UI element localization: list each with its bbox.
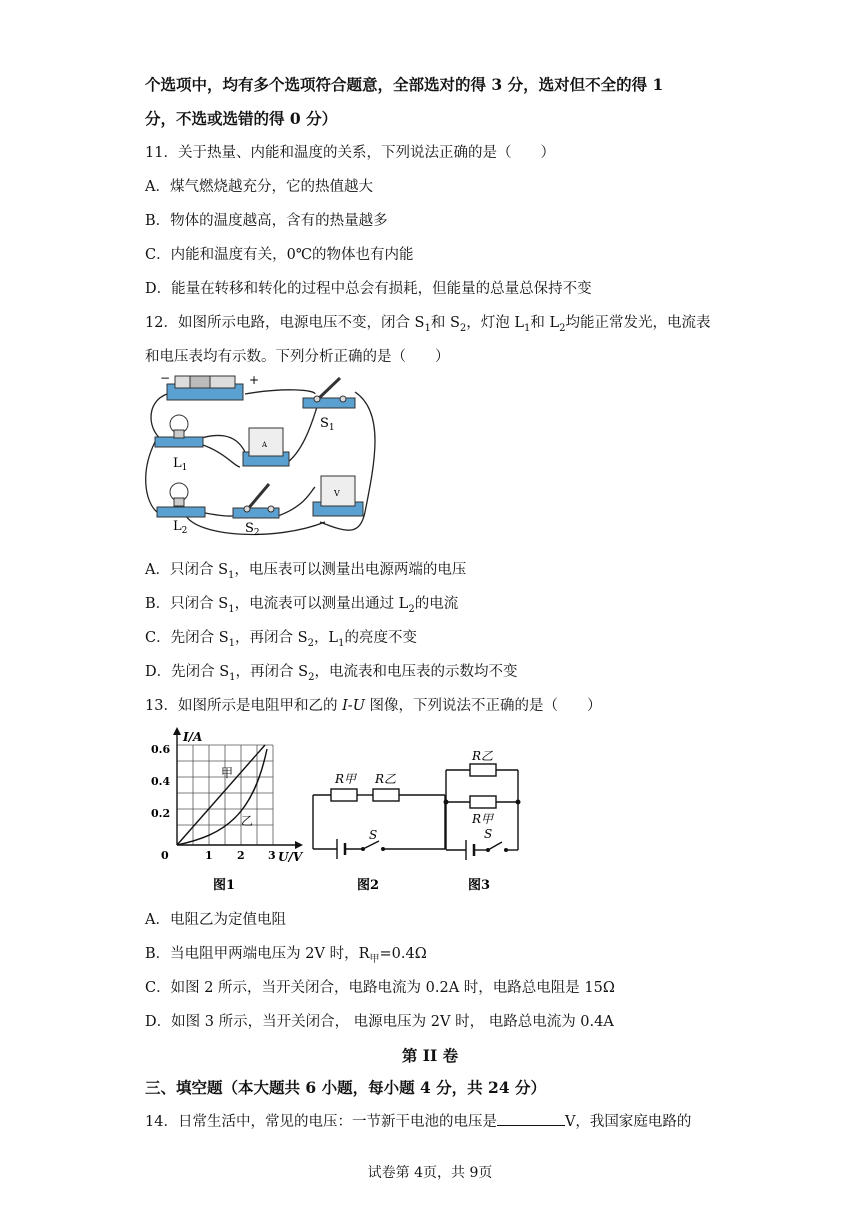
q12-option-b: B．只闭合 $S_1$，电流表可以测量出通过 $L_2$的电流: [145, 596, 459, 615]
lamp-l1-label: $L_1$: [173, 456, 188, 473]
q13-fig3-parallel-circuit: [440, 750, 530, 895]
fig2-caption: 图2: [357, 878, 380, 893]
graph-x-axis-label: U/V: [278, 850, 303, 864]
q14-answer-blank[interactable]: [497, 1111, 565, 1126]
q11-option-d: D．能量在转移和转化的过程中总会有损耗，但能量的总量总保持不变: [145, 281, 592, 297]
q13-fig1-iu-graph: [145, 725, 315, 895]
q11-stem: 11．关于热量、内能和温度的关系，下列说法正确的是（ ）: [145, 145, 555, 161]
fig2-r-jia-label: R甲: [335, 772, 357, 786]
fig3-caption: 图3: [468, 878, 491, 893]
graph-y-tick-0.6: 0.6: [151, 743, 171, 756]
lamp-l2-label: $L_2$: [173, 519, 188, 536]
graph-x-tick-0: 0: [161, 849, 169, 862]
q12-option-c: C．先闭合 $S_1$，再闭合 $S_2$，$L_1$的亮度不变: [145, 630, 417, 649]
graph-x-tick-2: 2: [237, 849, 245, 862]
q12-circuit-figure: [145, 372, 385, 547]
fig3-r-jia-label: R甲: [472, 812, 494, 826]
fig3-switch-label: S: [484, 827, 493, 841]
q14-text: 14．日常生活中，常见的电压：一节新干电池的电压是 V，我国家庭电路的: [145, 1110, 691, 1131]
q13-option-b: B．当电阻甲两端电压为 2V 时，$R_甲=0.4\Omega$: [145, 946, 427, 965]
curve-jia-label: 甲: [221, 766, 234, 780]
graph-y-tick-0.4: 0.4: [151, 775, 171, 788]
q12-stem-line-2: 和电压表均有示数。下列分析正确的是（ ）: [145, 349, 450, 365]
fig2-switch-label: S: [369, 828, 378, 842]
voltmeter-label: V: [334, 489, 340, 498]
curve-yi-label: 乙: [241, 814, 254, 828]
q13-option-c: C．如图 2 所示，当开关闭合，电路电流为 0.2A 时，电路总电阻是 15Ω: [145, 980, 615, 996]
ammeter-label: A: [262, 441, 268, 449]
graph-y-axis-label: I/A: [183, 730, 203, 744]
q11-option-a: A．煤气燃烧越充分，它的热值越大: [145, 179, 373, 195]
q11-option-b: B．物体的温度越高，含有的热量越多: [145, 213, 388, 229]
q13-option-a: A．电阻乙为定值电阻: [145, 912, 286, 928]
fig1-caption: 图1: [213, 878, 236, 893]
section-title: 第 II 卷: [401, 1046, 459, 1065]
switch-s2-label: $S_2$: [245, 521, 260, 538]
switch-s1-label: $S_1$: [320, 416, 335, 433]
fig2-r-yi-label: R乙: [375, 772, 397, 786]
section-heading: 三、填空题（本大题共 6 小题，每小题 4 分，共 24 分）: [145, 1078, 547, 1097]
q12-option-d: D．先闭合 $S_1$，再闭合 $S_2$，电流表和电压表的示数均不变: [145, 664, 518, 683]
graph-x-tick-1: 1: [205, 849, 213, 862]
q13-option-d: D．如图 3 所示，当开关闭合， 电源电压为 2V 时， 电路总电流为 0.4A: [145, 1014, 614, 1030]
q11-option-c: C．内能和温度有关，0℃的物体也有内能: [145, 247, 414, 263]
battery-minus-label: −: [160, 372, 171, 385]
q13-fig2-series-circuit: [305, 755, 455, 895]
graph-y-tick-0.2: 0.2: [151, 807, 171, 820]
q13-stem: 13．如图所示是电阻甲和乙的 I-U 图像，下列说法不正确的是（ ）: [145, 698, 602, 714]
instruction-line-2: 分，不选或选错的得 0 分）: [145, 109, 338, 128]
page-footer: 试卷第 4页，共 9页: [367, 1165, 493, 1181]
graph-x-tick-3: 3: [268, 849, 276, 862]
battery-plus-label: +: [249, 373, 260, 387]
instruction-line-1: 个选项中，均有多个选项符合题意，全部选对的得 3 分，选对但不全的得 1: [145, 75, 664, 94]
q12-stem-line-1: 12．如图所示电路，电源电压不变，闭合 $S_1$和 $S_2$，灯泡 $L_1$和 $L_2$均能正常发光，电流表: [145, 315, 711, 334]
fig3-r-yi-label: R乙: [472, 750, 494, 763]
q12-option-a: A．只闭合 $S_1$，电压表可以测量出电源两端的电压: [145, 562, 467, 581]
